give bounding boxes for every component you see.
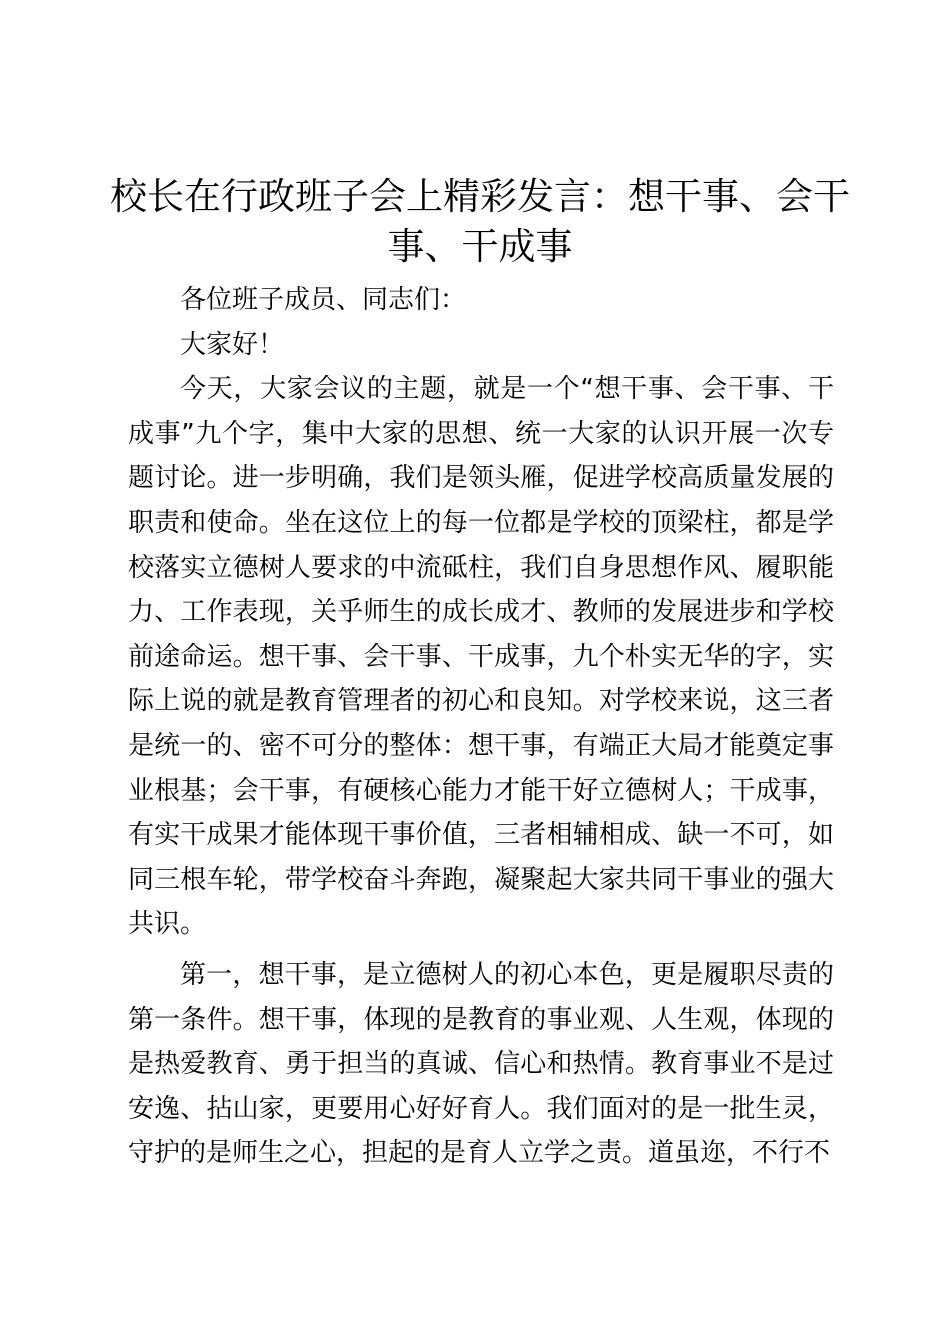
paragraph-1: 今天，大家会议的主题，就是一个“想干事、会干事、干成事”九个字，集中大家的思想、统一大家的认识开展一次专题讨论。进一步明确，我们是领头雁，促进学校高质量发展的职责和使命。坐在这位上的每一位都是学校的顶梁柱，都是学校落实立德树人要求的中流砥柱，我们自身思想作风、履职能力、工作表现，关乎师生的成长成才、教师的发展进步和学校前途命运。想干事、会干事、干成事，九个朴实无华的字，实际上说的就是教育管理者的初心和良知。对学校来说，这三者是统一的、密不可分的整体：想干事，有端正大局才能奠定事业根基；会干事，有硬核心能力才能干好立德树人；干成事，有实干成果才能体现干事价值，三者相辅相成、缺一不可，如同三根车轮，带学校奋斗奔跑，凝聚起大家共同干事业的强大共识。 — [128, 374, 834, 940]
document-body — [128, 278, 834, 1176]
paragraph-2: 第一，想干事，是立德树人的初心本色，更是履职尽责的第一条件。想干事，体现的是教育的事业观、人生观，体现的是热爱教育、勇于担当的真诚、信心和热情。教育事业不是过安逸、拈山家，更要用心好好育人。我们面对的是一批生灵，守护的是师生之心，担起的是育人立学之责。道虽迩，不行不 — [128, 959, 834, 1169]
greeting: 大家好！ — [180, 329, 285, 360]
salutation: 各位班子成员、同志们： — [180, 285, 467, 315]
document-title: 校长在行政班子会上精彩发言：想干事、会干事、干成事 — [110, 175, 850, 268]
